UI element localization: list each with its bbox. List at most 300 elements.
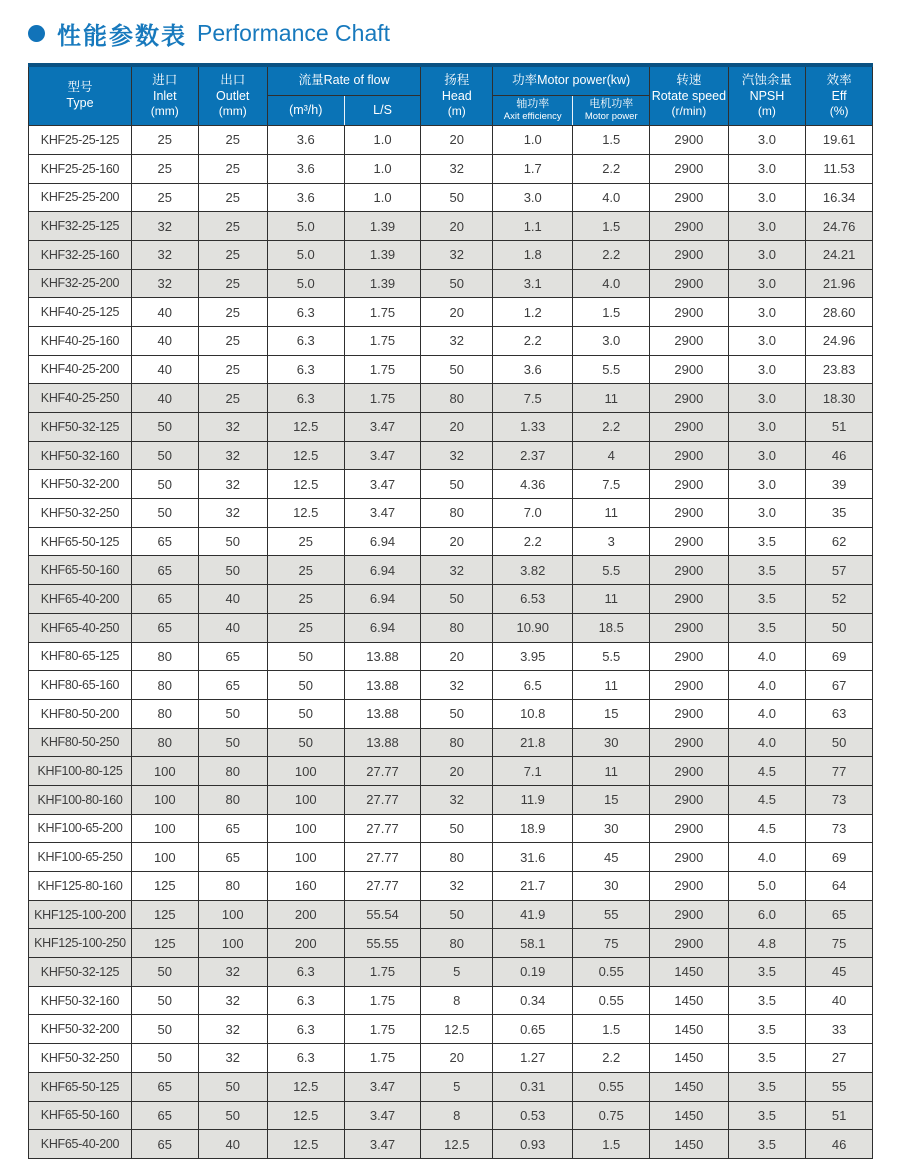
value-cell: 30 (573, 814, 650, 843)
value-cell: 4 (573, 441, 650, 470)
value-cell: 51 (806, 413, 873, 442)
value-cell: 50 (267, 642, 344, 671)
value-cell: 1.0 (344, 183, 421, 212)
value-cell: 3.5 (728, 613, 806, 642)
value-cell: 13.88 (344, 728, 421, 757)
value-cell: 1.75 (344, 1044, 421, 1073)
value-cell: 1.33 (493, 413, 573, 442)
value-cell: 2900 (650, 872, 728, 901)
model-cell: KHF80-50-250 (29, 728, 132, 757)
value-cell: 11 (573, 585, 650, 614)
model-cell: KHF65-50-125 (29, 1072, 132, 1101)
value-cell: 6.3 (267, 986, 344, 1015)
value-cell: 25 (198, 212, 267, 241)
value-cell: 3.5 (728, 986, 806, 1015)
value-cell: 2900 (650, 355, 728, 384)
value-cell: 15 (573, 699, 650, 728)
table-row (29, 585, 873, 614)
value-cell: 25 (198, 154, 267, 183)
value-cell: 32 (131, 269, 198, 298)
value-cell: 21.96 (806, 269, 873, 298)
model-cell: KHF50-32-160 (29, 986, 132, 1015)
col-group-flow: 流量Rate of flow (267, 65, 421, 95)
model-cell: KHF32-25-200 (29, 269, 132, 298)
value-cell: 0.55 (573, 1072, 650, 1101)
model-cell: KHF25-25-160 (29, 154, 132, 183)
value-cell: 11.53 (806, 154, 873, 183)
value-cell: 5.0 (728, 872, 806, 901)
value-cell: 5.0 (267, 269, 344, 298)
value-cell: 6.3 (267, 958, 344, 987)
table-row (29, 470, 873, 499)
value-cell: 27.77 (344, 872, 421, 901)
value-cell: 13.88 (344, 699, 421, 728)
value-cell: 2.37 (493, 441, 573, 470)
table-row (29, 556, 873, 585)
table-row (29, 298, 873, 327)
value-cell: 27.77 (344, 785, 421, 814)
value-cell: 2.2 (573, 240, 650, 269)
value-cell: 125 (131, 929, 198, 958)
value-cell: 24.21 (806, 240, 873, 269)
table-row (29, 269, 873, 298)
value-cell: 1.1 (493, 212, 573, 241)
value-cell: 6.3 (267, 298, 344, 327)
value-cell: 5.5 (573, 355, 650, 384)
value-cell: 3.0 (728, 269, 806, 298)
value-cell: 3.5 (728, 1101, 806, 1130)
value-cell: 3.0 (573, 326, 650, 355)
value-cell: 20 (421, 298, 493, 327)
table-row (29, 1101, 873, 1130)
value-cell: 52 (806, 585, 873, 614)
table-row (29, 1072, 873, 1101)
value-cell: 1.27 (493, 1044, 573, 1073)
value-cell: 2900 (650, 671, 728, 700)
model-cell: KHF125-100-200 (29, 900, 132, 929)
value-cell: 80 (421, 843, 493, 872)
value-cell: 3.95 (493, 642, 573, 671)
value-cell: 46 (806, 441, 873, 470)
value-cell: 75 (573, 929, 650, 958)
value-cell: 6.94 (344, 585, 421, 614)
value-cell: 2.2 (573, 413, 650, 442)
value-cell: 21.8 (493, 728, 573, 757)
value-cell: 7.5 (493, 384, 573, 413)
value-cell: 11 (573, 757, 650, 786)
value-cell: 32 (198, 470, 267, 499)
table-header (29, 65, 873, 126)
value-cell: 28.60 (806, 298, 873, 327)
value-cell: 0.34 (493, 986, 573, 1015)
value-cell: 77 (806, 757, 873, 786)
value-cell: 200 (267, 929, 344, 958)
value-cell: 12.5 (267, 413, 344, 442)
value-cell: 4.5 (728, 785, 806, 814)
value-cell: 0.55 (573, 986, 650, 1015)
value-cell: 65 (198, 843, 267, 872)
value-cell: 11 (573, 671, 650, 700)
value-cell: 1.5 (573, 1130, 650, 1159)
table-row (29, 986, 873, 1015)
value-cell: 45 (806, 958, 873, 987)
value-cell: 2900 (650, 785, 728, 814)
col-group-power: 功率Motor power(kw) (493, 65, 650, 95)
value-cell: 3.0 (728, 384, 806, 413)
table-row (29, 1015, 873, 1044)
value-cell: 3.47 (344, 1101, 421, 1130)
model-cell: KHF100-65-200 (29, 814, 132, 843)
col-header-flow-m3h: (m³/h) (267, 95, 344, 126)
value-cell: 24.76 (806, 212, 873, 241)
value-cell: 11.9 (493, 785, 573, 814)
value-cell: 50 (131, 470, 198, 499)
value-cell: 50 (421, 699, 493, 728)
value-cell: 3.47 (344, 499, 421, 528)
value-cell: 12.5 (421, 1130, 493, 1159)
value-cell: 80 (421, 613, 493, 642)
table-row (29, 671, 873, 700)
value-cell: 25 (198, 298, 267, 327)
value-cell: 2900 (650, 613, 728, 642)
value-cell: 6.3 (267, 326, 344, 355)
value-cell: 25 (267, 613, 344, 642)
value-cell: 20 (421, 527, 493, 556)
value-cell: 2900 (650, 183, 728, 212)
page-title-zh: 性能参数表 (57, 23, 187, 50)
col-header-flow-ls: L/S (344, 95, 421, 126)
value-cell: 4.0 (728, 843, 806, 872)
value-cell: 2900 (650, 413, 728, 442)
value-cell: 2.2 (493, 527, 573, 556)
value-cell: 3.6 (267, 183, 344, 212)
value-cell: 32 (198, 986, 267, 1015)
model-cell: KHF100-65-250 (29, 843, 132, 872)
value-cell: 25 (198, 269, 267, 298)
value-cell: 3.0 (728, 298, 806, 327)
value-cell: 80 (421, 384, 493, 413)
value-cell: 25 (198, 326, 267, 355)
model-cell: KHF50-32-125 (29, 958, 132, 987)
value-cell: 75 (806, 929, 873, 958)
value-cell: 2900 (650, 441, 728, 470)
page-title-en: Performance Chaft (197, 20, 391, 46)
value-cell: 80 (131, 699, 198, 728)
value-cell: 50 (421, 585, 493, 614)
value-cell: 3.5 (728, 1044, 806, 1073)
col-header-eff: 效率 Eff (%) (806, 65, 873, 126)
value-cell: 13.88 (344, 671, 421, 700)
table-row (29, 900, 873, 929)
value-cell: 100 (267, 814, 344, 843)
value-cell: 40 (131, 355, 198, 384)
value-cell: 2900 (650, 126, 728, 155)
value-cell: 57 (806, 556, 873, 585)
value-cell: 1.75 (344, 384, 421, 413)
value-cell: 27.77 (344, 843, 421, 872)
value-cell: 7.0 (493, 499, 573, 528)
value-cell: 65 (131, 1130, 198, 1159)
value-cell: 55.54 (344, 900, 421, 929)
table-row (29, 527, 873, 556)
value-cell: 4.0 (728, 699, 806, 728)
value-cell: 2900 (650, 527, 728, 556)
value-cell: 12.5 (267, 441, 344, 470)
value-cell: 1450 (650, 986, 728, 1015)
value-cell: 1.5 (573, 1015, 650, 1044)
value-cell: 2900 (650, 240, 728, 269)
value-cell: 3.82 (493, 556, 573, 585)
value-cell: 63 (806, 699, 873, 728)
value-cell: 50 (421, 814, 493, 843)
table-row (29, 843, 873, 872)
value-cell: 2900 (650, 585, 728, 614)
value-cell: 80 (131, 642, 198, 671)
value-cell: 1450 (650, 1072, 728, 1101)
table-row (29, 814, 873, 843)
table-row (29, 699, 873, 728)
table-row (29, 126, 873, 155)
table-row (29, 326, 873, 355)
value-cell: 2900 (650, 298, 728, 327)
value-cell: 32 (131, 212, 198, 241)
value-cell: 80 (198, 872, 267, 901)
model-cell: KHF125-80-160 (29, 872, 132, 901)
value-cell: 1.75 (344, 986, 421, 1015)
value-cell: 12.5 (267, 1072, 344, 1101)
col-header-outlet: 出口 Outlet (mm) (198, 65, 267, 126)
value-cell: 0.93 (493, 1130, 573, 1159)
table-row (29, 154, 873, 183)
value-cell: 11 (573, 499, 650, 528)
value-cell: 25 (267, 527, 344, 556)
table-row (29, 728, 873, 757)
value-cell: 11 (573, 384, 650, 413)
value-cell: 30 (573, 872, 650, 901)
model-cell: KHF32-25-125 (29, 212, 132, 241)
value-cell: 30 (573, 728, 650, 757)
value-cell: 25 (131, 183, 198, 212)
value-cell: 27.77 (344, 757, 421, 786)
value-cell: 80 (198, 757, 267, 786)
value-cell: 4.0 (573, 269, 650, 298)
value-cell: 80 (421, 499, 493, 528)
table-row (29, 1130, 873, 1159)
value-cell: 32 (198, 958, 267, 987)
value-cell: 80 (131, 728, 198, 757)
value-cell: 12.5 (267, 1130, 344, 1159)
value-cell: 5.5 (573, 556, 650, 585)
value-cell: 40 (198, 1130, 267, 1159)
value-cell: 15 (573, 785, 650, 814)
value-cell: 5.0 (267, 212, 344, 241)
value-cell: 3.0 (728, 183, 806, 212)
value-cell: 27.77 (344, 814, 421, 843)
value-cell: 3.0 (728, 212, 806, 241)
value-cell: 50 (198, 1101, 267, 1130)
value-cell: 18.30 (806, 384, 873, 413)
model-cell: KHF65-40-200 (29, 1130, 132, 1159)
value-cell: 4.36 (493, 470, 573, 499)
value-cell: 1.75 (344, 298, 421, 327)
col-header-shaft-power: 轴功率 Axit efficiency (493, 95, 573, 126)
value-cell: 80 (131, 671, 198, 700)
value-cell: 73 (806, 814, 873, 843)
value-cell: 6.3 (267, 384, 344, 413)
value-cell: 65 (198, 642, 267, 671)
value-cell: 0.31 (493, 1072, 573, 1101)
page-title (0, 0, 900, 63)
value-cell: 32 (198, 1015, 267, 1044)
value-cell: 3.47 (344, 470, 421, 499)
table-row (29, 413, 873, 442)
value-cell: 6.3 (267, 1015, 344, 1044)
value-cell: 18.9 (493, 814, 573, 843)
value-cell: 45 (573, 843, 650, 872)
value-cell: 21.7 (493, 872, 573, 901)
value-cell: 50 (198, 699, 267, 728)
value-cell: 6.5 (493, 671, 573, 700)
value-cell: 73 (806, 785, 873, 814)
value-cell: 1.75 (344, 1015, 421, 1044)
value-cell: 25 (131, 154, 198, 183)
value-cell: 50 (198, 556, 267, 585)
value-cell: 4.8 (728, 929, 806, 958)
value-cell: 1.0 (344, 126, 421, 155)
value-cell: 64 (806, 872, 873, 901)
model-cell: KHF32-25-160 (29, 240, 132, 269)
table-row (29, 642, 873, 671)
value-cell: 41.9 (493, 900, 573, 929)
value-cell: 50 (421, 900, 493, 929)
value-cell: 6.0 (728, 900, 806, 929)
value-cell: 3.47 (344, 1072, 421, 1101)
value-cell: 80 (421, 728, 493, 757)
model-cell: KHF125-100-250 (29, 929, 132, 958)
value-cell: 20 (421, 1044, 493, 1073)
value-cell: 1450 (650, 958, 728, 987)
value-cell: 46 (806, 1130, 873, 1159)
value-cell: 50 (198, 527, 267, 556)
value-cell: 12.5 (421, 1015, 493, 1044)
value-cell: 1.75 (344, 326, 421, 355)
model-cell: KHF25-25-125 (29, 126, 132, 155)
table-row (29, 355, 873, 384)
value-cell: 3.0 (728, 413, 806, 442)
col-header-motor-power: 电机功率 Motor power (573, 95, 650, 126)
table-row (29, 958, 873, 987)
value-cell: 35 (806, 499, 873, 528)
value-cell: 4.5 (728, 757, 806, 786)
value-cell: 6.3 (267, 355, 344, 384)
value-cell: 18.5 (573, 613, 650, 642)
value-cell: 0.19 (493, 958, 573, 987)
value-cell: 32 (421, 671, 493, 700)
value-cell: 55.55 (344, 929, 421, 958)
value-cell: 100 (267, 785, 344, 814)
value-cell: 5 (421, 1072, 493, 1101)
value-cell: 50 (198, 1072, 267, 1101)
value-cell: 20 (421, 126, 493, 155)
value-cell: 2900 (650, 499, 728, 528)
value-cell: 25 (267, 585, 344, 614)
value-cell: 3.5 (728, 1015, 806, 1044)
value-cell: 4.5 (728, 814, 806, 843)
value-cell: 3.6 (267, 126, 344, 155)
model-cell: KHF25-25-200 (29, 183, 132, 212)
value-cell: 4.0 (728, 728, 806, 757)
value-cell: 50 (131, 413, 198, 442)
value-cell: 2900 (650, 470, 728, 499)
table-row (29, 212, 873, 241)
value-cell: 100 (267, 843, 344, 872)
value-cell: 7.5 (573, 470, 650, 499)
value-cell: 2900 (650, 900, 728, 929)
value-cell: 0.75 (573, 1101, 650, 1130)
model-cell: KHF50-32-200 (29, 1015, 132, 1044)
value-cell: 3.1 (493, 269, 573, 298)
value-cell: 1.39 (344, 212, 421, 241)
value-cell: 13.88 (344, 642, 421, 671)
value-cell: 1.75 (344, 958, 421, 987)
value-cell: 6.94 (344, 556, 421, 585)
table-row (29, 183, 873, 212)
value-cell: 1.75 (344, 355, 421, 384)
model-cell: KHF65-40-200 (29, 585, 132, 614)
value-cell: 2900 (650, 556, 728, 585)
value-cell: 50 (421, 269, 493, 298)
value-cell: 32 (421, 326, 493, 355)
value-cell: 100 (198, 929, 267, 958)
value-cell: 67 (806, 671, 873, 700)
value-cell: 0.65 (493, 1015, 573, 1044)
value-cell: 1.39 (344, 269, 421, 298)
table-row (29, 441, 873, 470)
value-cell: 50 (198, 728, 267, 757)
value-cell: 20 (421, 757, 493, 786)
model-cell: KHF100-80-160 (29, 785, 132, 814)
value-cell: 1.5 (573, 212, 650, 241)
value-cell: 80 (198, 785, 267, 814)
value-cell: 16.34 (806, 183, 873, 212)
value-cell: 6.53 (493, 585, 573, 614)
value-cell: 32 (421, 872, 493, 901)
model-cell: KHF65-50-160 (29, 1101, 132, 1130)
value-cell: 1.2 (493, 298, 573, 327)
value-cell: 1.5 (573, 126, 650, 155)
value-cell: 32 (198, 1044, 267, 1073)
model-cell: KHF65-50-160 (29, 556, 132, 585)
value-cell: 2900 (650, 269, 728, 298)
value-cell: 2900 (650, 843, 728, 872)
value-cell: 25 (198, 126, 267, 155)
table-row (29, 384, 873, 413)
value-cell: 2.2 (573, 154, 650, 183)
col-header-head: 扬程 Head (m) (421, 65, 493, 126)
value-cell: 160 (267, 872, 344, 901)
model-cell: KHF40-25-160 (29, 326, 132, 355)
value-cell: 5.0 (267, 240, 344, 269)
value-cell: 25 (198, 384, 267, 413)
value-cell: 1450 (650, 1130, 728, 1159)
value-cell: 2900 (650, 212, 728, 241)
table-row (29, 872, 873, 901)
value-cell: 32 (421, 785, 493, 814)
value-cell: 1.7 (493, 154, 573, 183)
value-cell: 50 (806, 728, 873, 757)
value-cell: 3.0 (728, 154, 806, 183)
value-cell: 100 (267, 757, 344, 786)
